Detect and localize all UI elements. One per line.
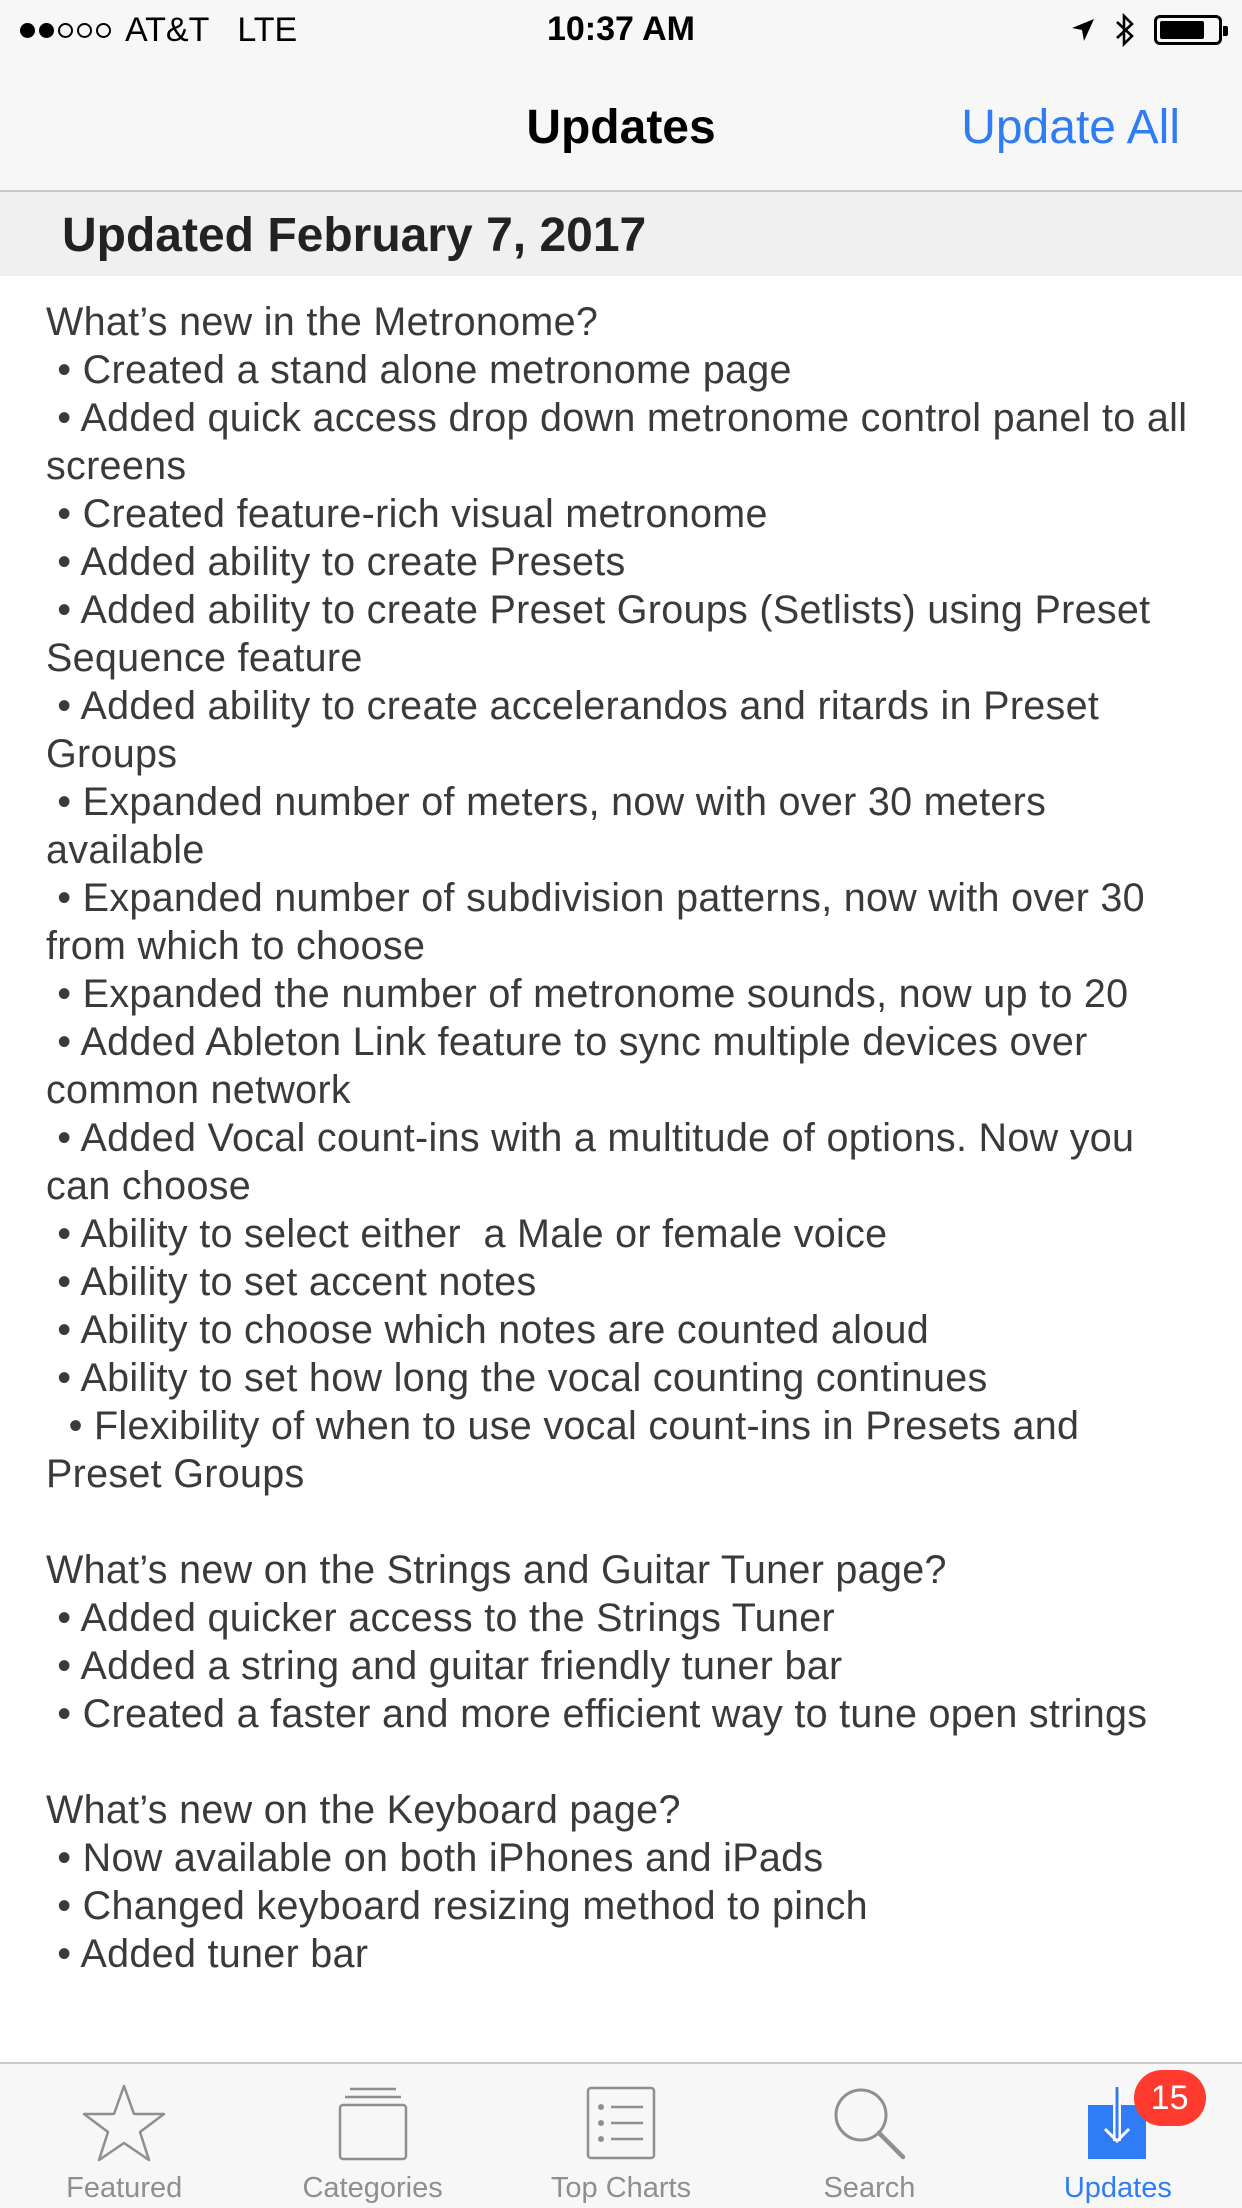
tab-search[interactable] [745,2064,993,2208]
status-time: 10:37 AM [546,10,696,48]
carrier-name: AT&T [125,10,210,49]
tab-label-categories: Categories [302,2172,443,2204]
tab-label-search: Search [823,2172,916,2204]
battery-level [1160,21,1204,39]
tab-top-charts[interactable] [497,2064,745,2208]
status-right [1070,8,1222,52]
battery-cap [1223,26,1228,36]
release-notes: What’s new in the Metronome? • Created a stand alone metronome page • Added quick access drop down metronome control panel to all screens • Created feature-rich visual metronome • Added ability to create Presets • Added ability to create Preset Groups (Setlists) using Preset Sequence feature • Added ability to create accelerandos and ritards in Preset Groups • Expanded number of meters, now with over 30 meters available • Expanded number of subdivision patterns, now with over 30 from which to choose • Expanded the number of metronome sounds, now up to 20 • Added Ableton Link feature to sync multiple devices over common network • Added Vocal count-ins with a multitude of options. Now you can choose • Ability to select either a Male or female voice • Ability to set accent notes • Ability to choose which notes are counted aloud • Ability to set how long the vocal counting continues • Flexibility of when to use vocal count-ins in Presets and Preset Groups What’s new on the Strings and Guitar Tuner page? • Added quicker access to the Strings Tuner • Added a string and guitar friendly tuner bar • Created a faster and more efficient way to tune open strings What’s new on the Keyboard page? • Now available on both iPhones and iPads • Changed keyboard resizing method to pinch • Added tuner bar [46,300,1188,1976]
search-icon [819,2078,919,2168]
location-arrow-icon [1070,17,1096,43]
star-icon [74,2078,174,2168]
tab-bar [0,2062,1242,2208]
list-icon [571,2078,671,2168]
navigation-bar [0,60,1242,192]
tab-updates[interactable] [994,2064,1242,2208]
battery-icon [1154,15,1222,45]
tab-label-featured: Featured [66,2172,183,2204]
tab-categories[interactable] [248,2064,496,2208]
status-bar [0,0,1242,60]
update-date-header [0,192,1242,276]
tab-featured[interactable] [0,2064,248,2208]
bluetooth-icon [1114,13,1136,47]
tab-label-top-charts: Top Charts [550,2172,692,2204]
update-all-button[interactable]: Update All [961,101,1180,154]
update-date-title: Updated February 7, 2017 [62,209,647,262]
updates-count-badge: 15 [1134,2070,1206,2126]
page-title: Updates [526,101,716,154]
categories-icon [323,2078,423,2168]
tab-label-updates: Updates [1063,2172,1172,2204]
network-type: LTE [237,10,298,49]
